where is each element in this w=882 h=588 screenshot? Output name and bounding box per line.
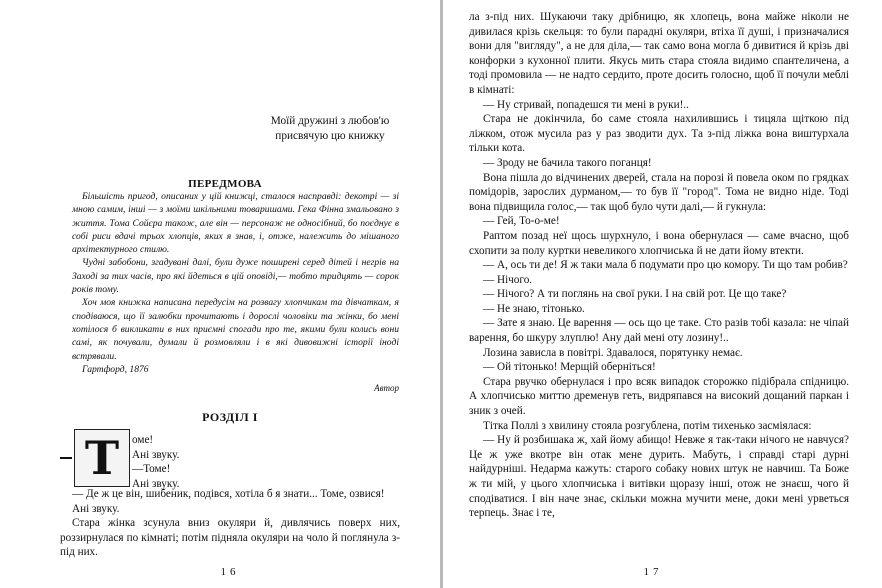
dedication: [250, 114, 410, 144]
right-paragraph: Раптом позад неї щось шурхнуло, і вона обернулася — саме вчасно, щоб схопити за полу куртки невеликого хлопчиська й не дати йому втекти.: [469, 229, 849, 257]
chapter-body: [60, 429, 400, 560]
right-paragraph: — Гей, То-о-ме!: [483, 215, 560, 228]
right-paragraph: — Ой тітонько! Мерщій оберніться!: [483, 361, 656, 374]
page-number-left: 16: [220, 566, 240, 578]
preface-author: Автор: [374, 383, 399, 394]
dedication-line: присвячую цю книжку: [275, 130, 385, 142]
right-paragraph: Лозина зависла в повітрі. Здавалося, порятунку немає.: [483, 346, 743, 359]
dash-mark: [60, 457, 72, 459]
right-page: [443, 0, 882, 588]
right-paragraph: — Нічого.: [483, 273, 533, 286]
page-number-right: 17: [643, 566, 663, 578]
dropcap-line: Ані звуку.: [132, 448, 180, 461]
dedication-line: Моїй дружині з любов'ю: [270, 115, 390, 127]
right-paragraph: — Зроду не бачила такого поганця!: [483, 156, 652, 169]
preface-body: [72, 190, 399, 395]
right-paragraph: — Не знаю, тітонько.: [483, 302, 585, 315]
right-paragraph: Тітка Поллі з хвилину стояла розгублена, потім тихенько засміялася:: [483, 419, 812, 432]
dropcap-line: оме!: [132, 434, 154, 446]
preface-paragraph: Хоч моя книжка написана передусім на розвагу хлопчикам та дівчаткам, я сподіваюся, що її залюбки прочитають і дорослі чоловіки та жінки, бо мені хотілося б викликати в них приємні спогади про те, якими були колись вони самі, як почували, думали й розмовляли і в які дивовижні історії іноді встрявали.: [72, 297, 399, 362]
preface-paragraph: Більшість пригод, описаних у цій книжці, сталося насправді: декотрі — зі мною самим, інші — з моїми шкільними товаришами. Гека Фінна змальовано з життя. Тома Сойєра також, але він — персонаж не односібний, бо поєднує в собі риси вдачі трьох хлопців, яких я знав, і, отже, належить до мішаного архітектурного стилю.: [72, 191, 399, 256]
right-paragraph: ла з-під них. Шукаючи таку дрібницю, як хлопець, вона майже ніколи не дивилася крізь скельця: то були парадні окуляри, втіха її душі, і призначалися вони для "вигляду", а не для діла,— так само вона могла б дивитися й крізь дві конфорки з кухонної плити. Якусь мить стара стояла видимо спантеличена, а тоді промовила — не надто сердито, проте досить голосно, щоб її почули меблі в кімнаті:: [469, 11, 849, 96]
chapter-paragraph: — Де ж це він, шибеник, подівся, хотіла б я знати... Томе, озвися!: [72, 488, 385, 500]
right-paragraph: Вона пішла до відчинених дверей, стала на порозі й повела оком по грядках помідорів, зарослих дурманом,— то був її "город". Тома не видно ніде. Тоді вона підвищила голос,— так щоб було чути далі,— й гукнула:: [469, 171, 849, 213]
preface-title: ПЕРЕДМОВА: [188, 178, 262, 190]
right-paragraph: Стара не докінчила, бо саме стояла нахилившись і тицяла щіткою під ліжком, отож мусила раз у раз зводити дух. Та з-під ліжка вона виштурхала тільки кота.: [469, 113, 849, 155]
left-page: [0, 0, 440, 588]
dropcap-line: Ані звуку.: [132, 477, 180, 490]
preface-paragraph: Чудні забобони, згадувані далі, були дуже поширені серед дітей і негрів на Заході за тих часів, про які йдеться в цій оповіді,— тобто тридцять — сорок років тому.: [72, 257, 399, 296]
right-page-body: [469, 10, 849, 521]
chapter-title: РОЗДІЛ І: [202, 410, 258, 424]
chapter-paragraph: Стара жінка зсунула вниз окуляри й, дивлячись поверх них, роззирнулася по кімнаті; потім підняла окуляри на чоло й поглянула з-під них.: [60, 517, 400, 559]
chapter-paragraph: Ані звуку.: [72, 502, 120, 515]
right-paragraph: — А, ось ти де! Я ж таки мала б подумати про цю комору. Ти що там робив?: [483, 259, 848, 272]
right-paragraph: — Ну стривай, попадешся ти мені в руки!..: [483, 98, 689, 111]
right-paragraph: — Ну й розбишака ж, хай йому абищо! Невже я так-таки нічого не навчуся? Це ж уже вкотре він отак мене дурить. Мабуть, і справді старі дурні найдурніші. Недарма кажуть: старого собаку нових штук не навчиш. Та Боже ж ти мій, у цього хлопчиська і витівки щоразу інші, отож не знаєш, чого й сподіватися. І він наче знає, скільки можна мучити мене, доки мені урветься терпець. Знає і те,: [469, 434, 849, 520]
preface-date: Гартфорд, 1876: [82, 363, 149, 375]
right-paragraph: Стара рвучко обернулася і про всяк випадок сторожко підібрала спідницю. А хлопчисько миттю дременув геть, видряпався на високий дощаний паркан і зник з очей.: [469, 375, 849, 418]
right-paragraph: — Зате я знаю. Це варення — ось що це таке. Сто разів тобі казала: не чіпай варення, бо шкуру злуплю! Ану дай мені оту лозину!..: [469, 317, 849, 345]
dropcap-line: —Томе!: [132, 463, 171, 476]
dropcap-letter: Т: [74, 429, 130, 487]
dropcap-block: [60, 429, 400, 490]
dropcap-lines: [132, 433, 179, 491]
right-paragraph: — Нічого? А ти поглянь на свої руки. І на свій рот. Це що таке?: [483, 288, 787, 301]
